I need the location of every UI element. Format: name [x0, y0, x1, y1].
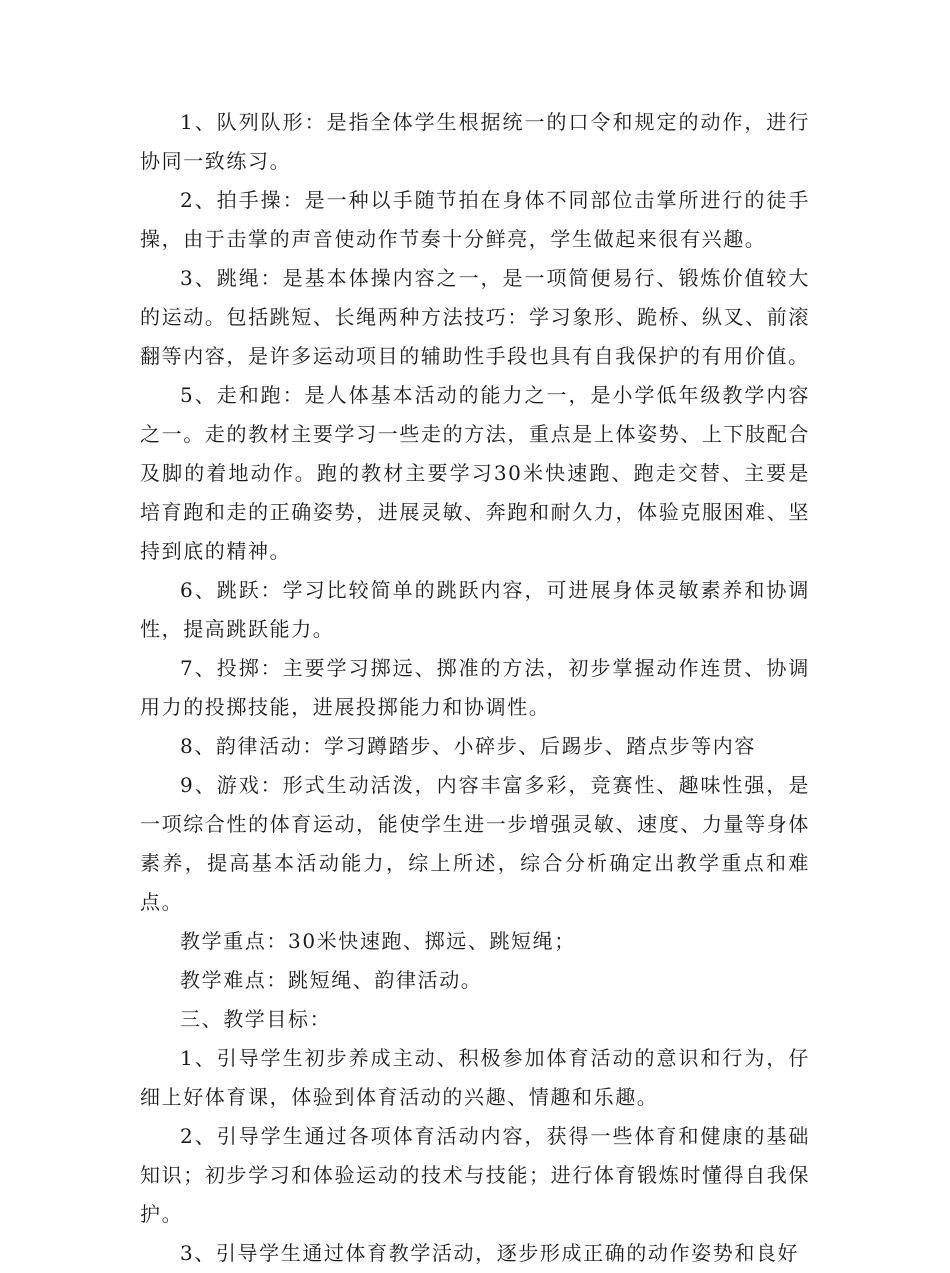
- paragraph-formation-drill: 1、队列队形：是指全体学生根据统一的口令和规定的动作，进行协同一致练习。: [140, 110, 810, 173]
- paragraph-goal-3: 3、引导学生通过体育教学活动，逐步形成正确的动作姿势和良好: [180, 1241, 800, 1265]
- paragraph-games: 9、游戏：形式生动活泼，内容丰富多彩，竞赛性、趣味性强，是一项综合性的体育运动，能使学生进一步增强灵敏、速度、力量等身体素养，提高基本活动能力，综上所述，综合分析确定出教学重点和难点。: [140, 773, 810, 914]
- section-heading-teaching-goals: 三、教学目标：: [180, 1007, 332, 1031]
- paragraph-rhythmic-activity: 8、韵律活动：学习蹲踏步、小碎步、后踢步、踏点步等内容: [180, 734, 756, 758]
- paragraph-throwing: 7、投掷：主要学习掷远、掷准的方法，初步掌握动作连贯、协调用力的投掷技能，进展投掷能力和协调性。: [140, 656, 810, 719]
- paragraph-teaching-focus: 教学重点：30米快速跑、掷远、跳短绳；: [180, 929, 576, 953]
- paragraph-goal-2: 2、引导学生通过各项体育活动内容，获得一些体育和健康的基础知识；初步学习和体验运动的技术与技能；进行体育锻炼时懂得自我保护。: [140, 1124, 810, 1226]
- paragraph-teaching-difficulty: 教学难点：跳短绳、韵律活动。: [180, 968, 483, 992]
- paragraph-walking-running: 5、走和跑：是人体基本活动的能力之一，是小学低年级教学内容之一。走的教材主要学习一些走的方法，重点是上体姿势、上下肢配合及脚的着地动作。跑的教材主要学习30米快速跑、跑走交替、主要是培育跑和走的正确姿势，进展灵敏、奔跑和耐久力，体验克服困难、坚持到底的精神。: [140, 383, 810, 563]
- paragraph-rope-skipping: 3、跳绳：是基本体操内容之一，是一项简便易行、锻炼价值较大的运动。包括跳短、长绳两种方法技巧：学习象形、跪桥、纵叉、前滚翻等内容，是许多运动项目的辅助性手段也具有自我保护的有用价值。: [140, 266, 810, 368]
- paragraph-goal-1: 1、引导学生初步养成主动、积极参加体育活动的意识和行为，仔细上好体育课，体验到体育活动的兴趣、情趣和乐趣。: [140, 1046, 810, 1109]
- paragraph-jumping: 6、跳跃：学习比较简单的跳跃内容，可进展身体灵敏素养和协调性，提高跳跃能力。: [140, 578, 810, 641]
- document-body: [140, 103, 810, 1273]
- paragraph-clapping-exercise: 2、拍手操：是一种以手随节拍在身体不同部位击掌所进行的徒手操，由于击掌的声音使动作节奏十分鲜亮，学生做起来很有兴趣。: [140, 188, 810, 251]
